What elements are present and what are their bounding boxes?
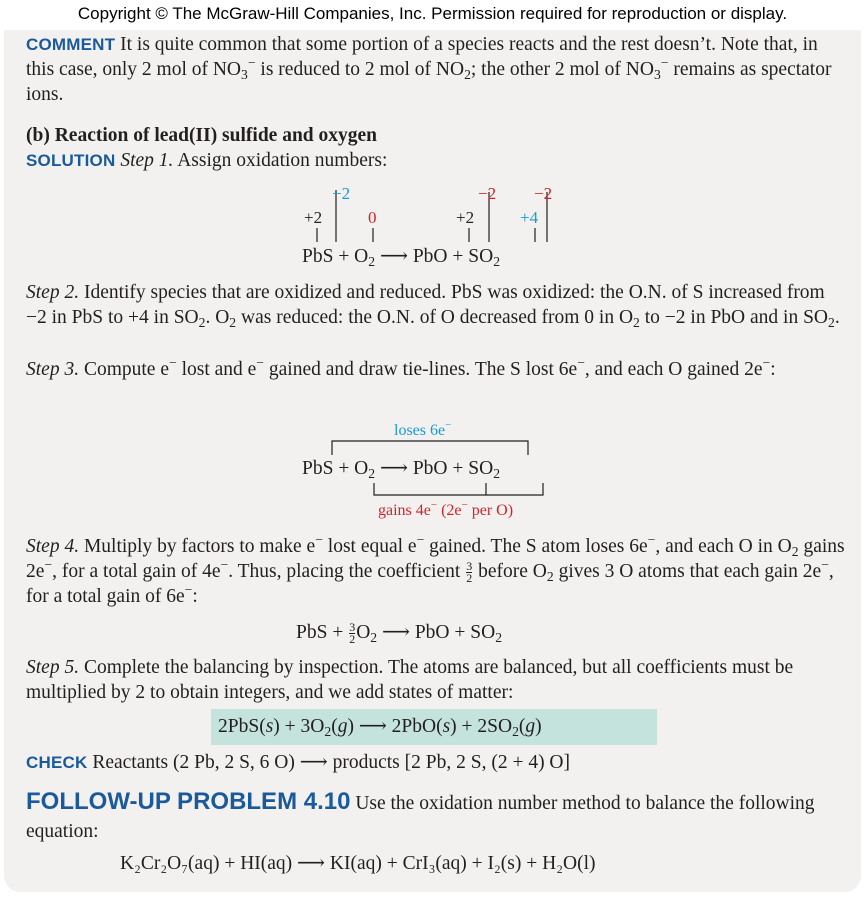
step5-paragraph: Step 5. Complete the balancing by inspection. The atoms are balanced, but all coefficients must be multiplied by 2 to obtain integers, and we add states of matter: [26, 657, 794, 703]
comment-paragraph: COMMENT It is quite common that some portion of a species reacts and the rest doesn’t. Note that, in this case, only 2 mol of $NO_3^-$ is reduced to 2 mol of $NO_2$; the other 2 mol of $NO_3^-$ remains as spectator ions. [26, 34, 832, 105]
check-label: CHECK [26, 753, 88, 772]
loses-label: loses 6e− [394, 419, 452, 439]
on-o-pbo: −2 [478, 184, 497, 203]
step1-paragraph: SOLUTION Step 1. Assign oxidation numbers: [26, 150, 388, 171]
balanced-equation: $2PbS(s) + 3O_2(g)$ ⟶ $2PbO(s) + 2SO_2(g)$ [218, 716, 542, 739]
solution-label: SOLUTION [26, 151, 116, 170]
followup-paragraph: FOLLOW-UP PROBLEM 4.10 Use the oxidation number method to balance the following equation: [26, 788, 815, 842]
followup-title: FOLLOW-UP PROBLEM 4.10 [26, 788, 351, 815]
on-s-left: −2 [332, 184, 351, 203]
on-o-so2: −2 [534, 184, 553, 203]
on-s-right: +4 [520, 208, 539, 227]
step3-equation: PbS + $O_2$ ⟶ PbO + $SO_2$ [302, 458, 501, 481]
comment-label: COMMENT [26, 35, 116, 54]
fraction-three-halves: $\frac{3}{2}$ [466, 559, 473, 586]
on-pb-right: +2 [456, 208, 475, 227]
step2-paragraph: Step 2. Identify species that are oxidized and reduced. PbS was oxidized: the O.N. of S increased from −2 in PbS to +4 in $SO_2$. $O_2$ was reduced: the O.N. of O decreased from 0 in $O_2$ to −2 in PbO and in $SO_2$. [26, 282, 840, 330]
step4-equation: PbS + $\frac{3}{2}$ $O_2$ ⟶ PbO + $SO_2$ [296, 620, 503, 647]
step1-equation: PbS + $O_2$ ⟶ PbO + $SO_2$ [302, 246, 501, 269]
on-o2: 0 [368, 208, 377, 227]
on-pb-left: +2 [304, 208, 323, 227]
step4-paragraph: Step 4. Multiply by factors to make e− lost equal e− gained. The S atom loses 6e−, and each O in $O_2$ gains 2e−, for a total gain of 4e−. Thus, placing the coefficient $\frac{3}{2}$ before $O_2$ gives 3 O atoms that each gain 2e−, for a total gain of 6e−: [26, 532, 845, 608]
check-paragraph: CHECK Reactants (2 Pb, 2 S, 6 O) ⟶ products [2 Pb, 2 S, (2 + 4) O] [26, 752, 571, 773]
gains-label: gains 4e− (2e− per O) [378, 499, 514, 519]
part-b-heading: (b) Reaction of lead(II) sulfide and oxygen [26, 125, 378, 146]
followup-equation: K₂Cr₂O₇(aq) + HI(aq) ⟶ KI(aq) + CrI₃(aq) + I₂(s) + H₂O(l) [120, 853, 596, 874]
copyright-notice: Copyright © The McGraw-Hill Companies, Inc. Permission required for reproduction or display. [77, 4, 788, 23]
step3-paragraph: Step 3. Compute e− lost and e− gained and draw tie-lines. The S lost 6e−, and each O gained 2e−: [26, 355, 776, 380]
